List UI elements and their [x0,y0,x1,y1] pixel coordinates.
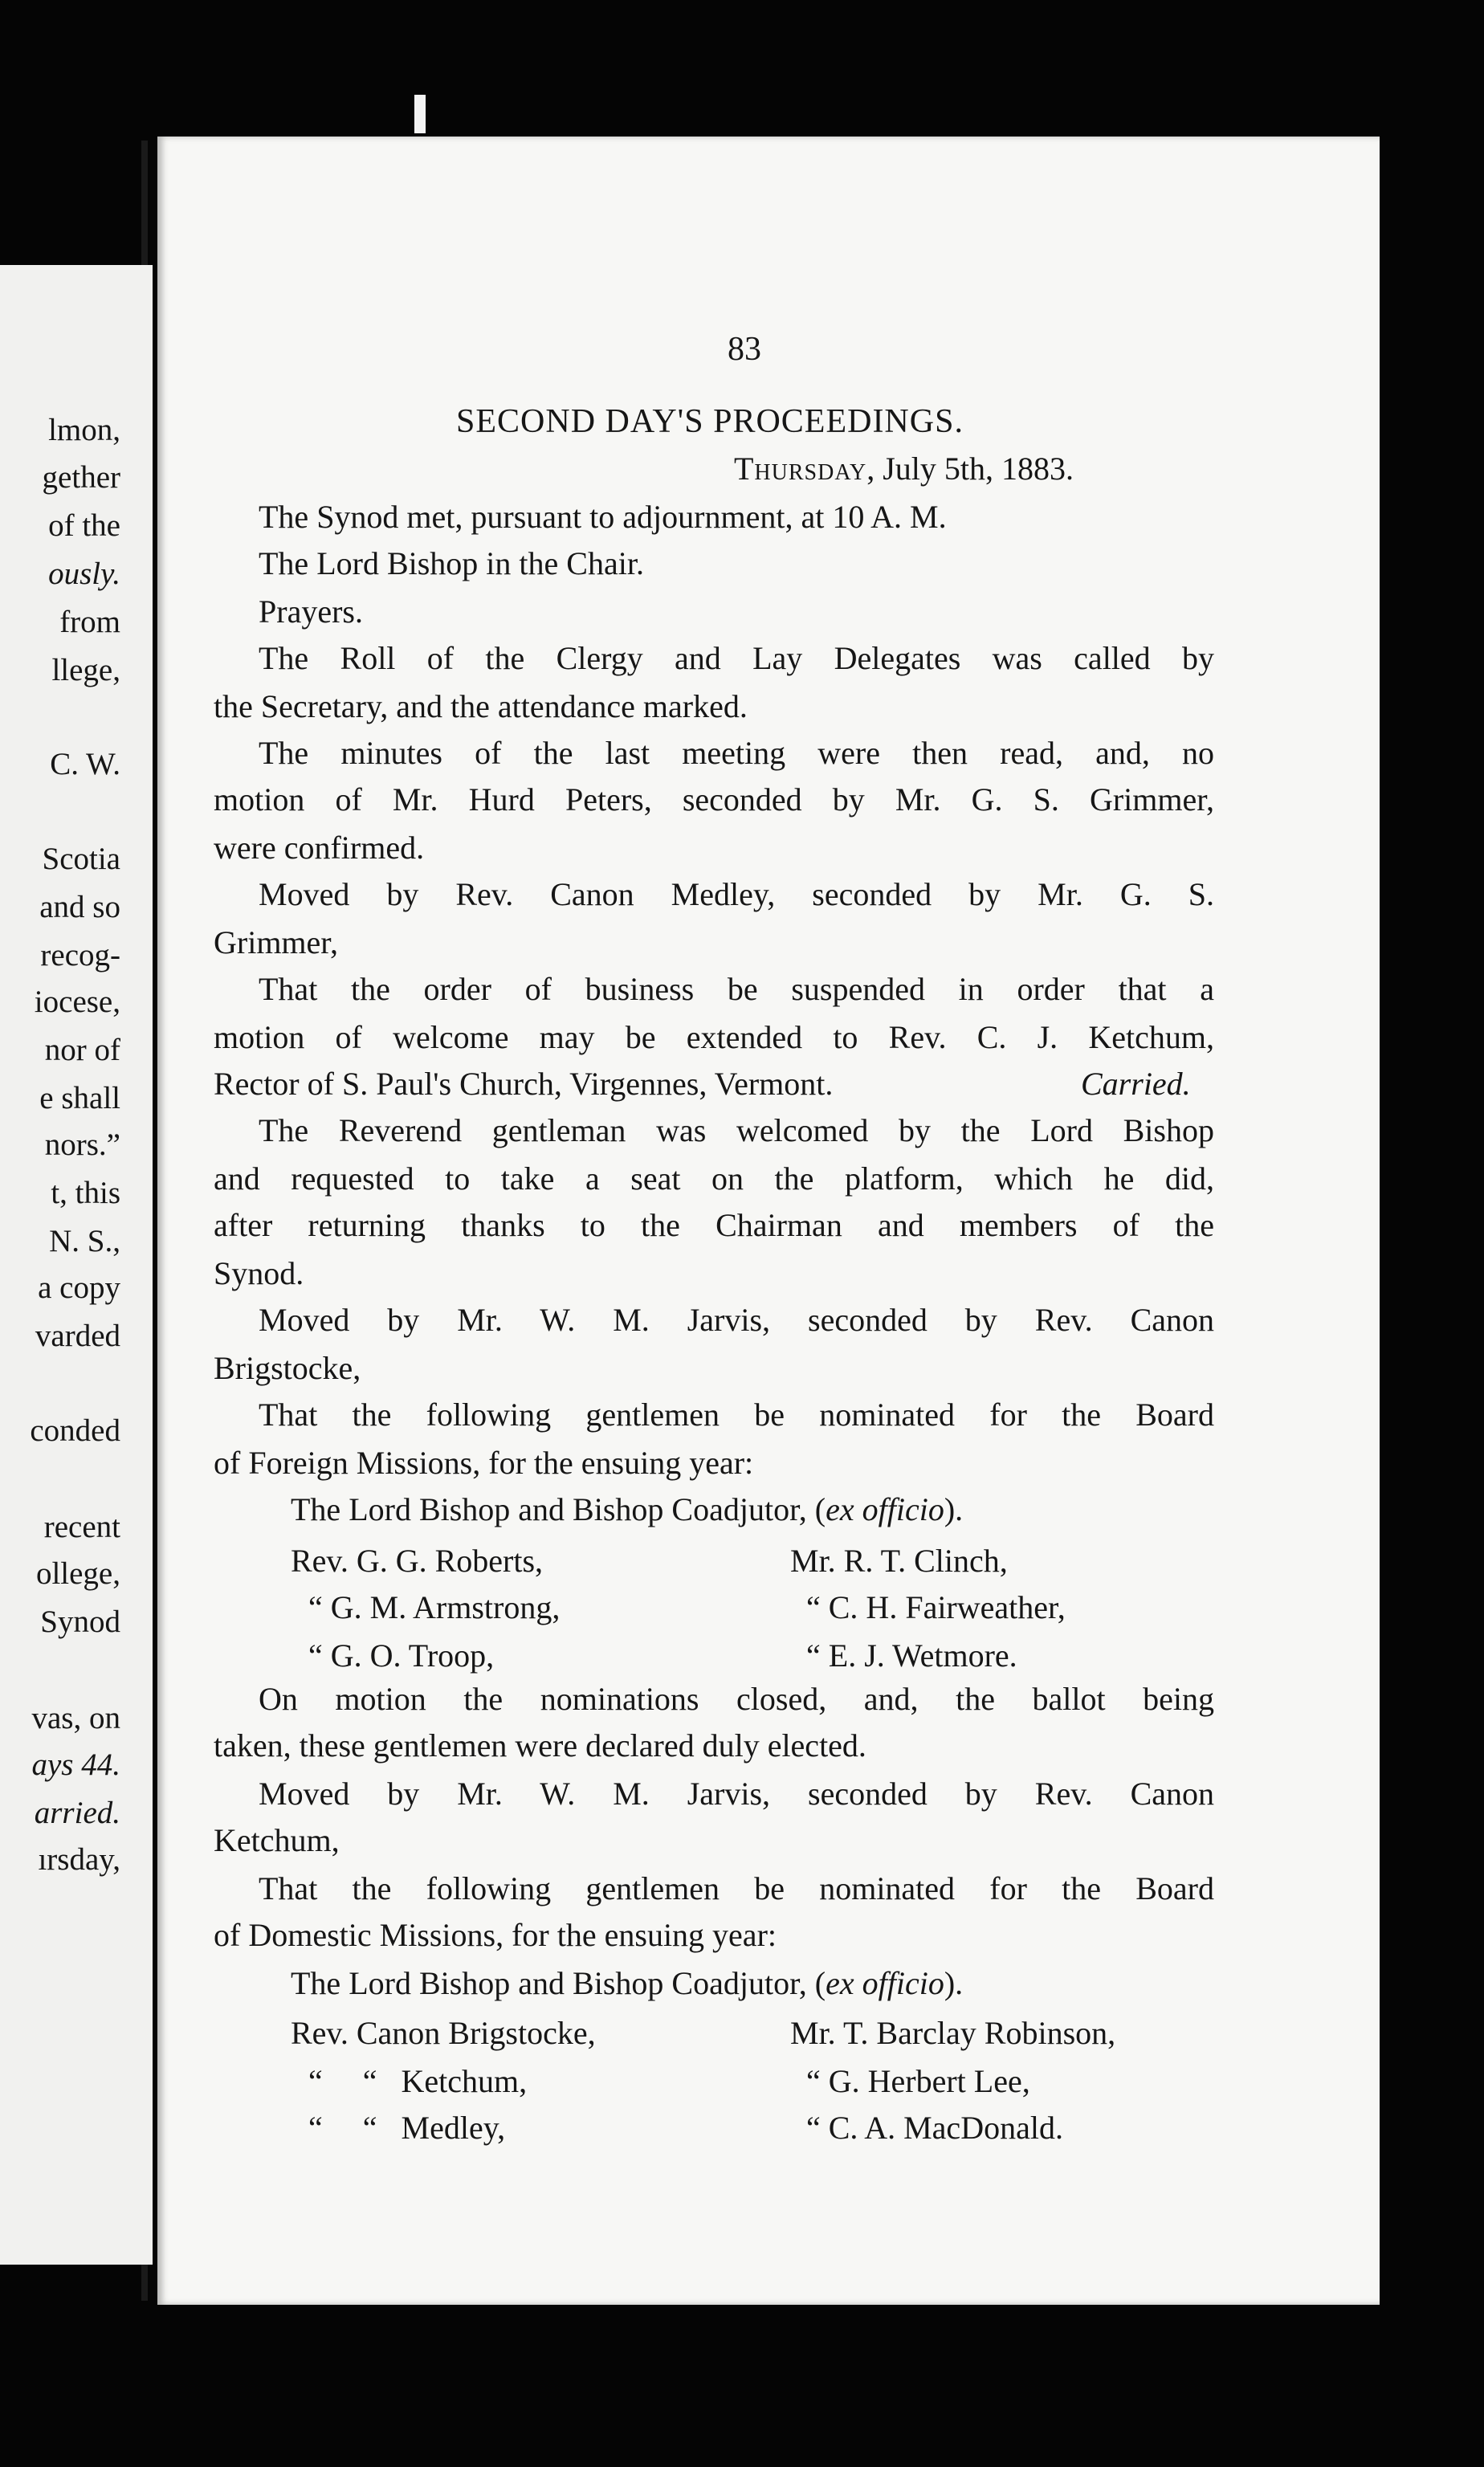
left-fragment: a copy [38,1270,120,1305]
left-fragment: t, this [51,1176,120,1210]
body-line: Moved by Rev. Canon Medley, seconded by Mr. G. S. [259,876,1214,912]
foreign-board-member: “ G. O. Troop, [308,1637,495,1674]
body-line: motion of welcome may be extended to Rev. C. J. Ketchum, [214,1019,1214,1055]
left-fragment: N. S., [49,1224,120,1258]
body-line: motion of Mr. Hurd Peters, seconded by Mr. G. S. Grimmer, [214,781,1214,818]
dateline [734,453,1074,485]
body-line: and requested to take a seat on the platform, which he did, [214,1160,1214,1197]
left-fragment: and so [39,890,120,924]
body-line: were confirmed. [214,830,425,866]
body-line: Moved by Mr. W. M. Jarvis, seconded by Rev. Canon [259,1776,1214,1812]
left-fragment: ırsday, [38,1842,120,1877]
body-line: Prayers. [259,593,363,630]
left-fragment: recent [43,1510,120,1544]
left-fragment: ays 44. [31,1747,120,1782]
spine-marker [414,95,426,133]
dateline-date: , July 5th, 1883. [866,451,1074,487]
domestic-board-member: “ C. A. MacDonald. [806,2110,1063,2146]
page-text-block [214,137,1370,2305]
carried-note: Carried. [1081,1066,1191,1102]
domestic-board-member: Rev. Canon Brigstocke, [291,2015,596,2051]
lead-end: ). [944,1965,964,2001]
body-line: The Lord Bishop in the Chair. [259,545,644,581]
book-page [157,137,1380,2305]
left-fragment: C. W. [50,747,120,781]
domestic-board-member: “ G. Herbert Lee, [806,2063,1030,2099]
left-fragment: iocese, [34,985,120,1019]
body-line: That the order of business be suspended in order that a [259,971,1214,1007]
left-fragment: Scotia [42,842,120,876]
foreign-board-member: Rev. G. G. Roberts, [291,1543,544,1579]
ex-officio: ex officio [826,1491,944,1527]
left-fragment: e shall [39,1081,120,1115]
body-line: taken, these gentlemen were declared duly elected. [214,1727,866,1764]
foreign-board-member: “ C. H. Fairweather, [806,1589,1066,1625]
left-fragment: from [59,605,120,639]
left-fragment: of the [48,508,120,543]
foreign-board-lead [291,1491,964,1527]
dateline-day: Thursday [734,451,867,487]
left-fragment: lmon, [48,413,120,447]
body-line: Moved by Mr. W. M. Jarvis, seconded by Rev. Canon [259,1302,1214,1338]
foreign-board-member: Mr. R. T. Clinch, [790,1543,1008,1579]
body-line: of Domestic Missions, for the ensuing year: [214,1917,777,1953]
foreign-board-member: “ G. M. Armstrong, [308,1589,561,1625]
body-line: the Secretary, and the attendance marked. [214,688,748,724]
domestic-board-member: “ “ Ketchum, [308,2063,528,2099]
domestic-board-lead [291,1967,963,2000]
lead-text: The Lord Bishop and Bishop Coadjutor, ( [291,1965,826,2001]
page-number: 83 [728,331,761,368]
left-fragment: arried. [34,1796,120,1830]
body-line: The Roll of the Clergy and Lay Delegates was called by [259,640,1214,676]
body-line: The Reverend gentleman was welcomed by the Lord Bishop [259,1112,1214,1148]
body-line: after returning thanks to the Chairman and members of the [214,1207,1214,1243]
lead-text: The Lord Bishop and Bishop Coadjutor, ( [291,1491,826,1527]
left-fragment: conded [30,1413,120,1448]
body-line: of Foreign Missions, for the ensuing year: [214,1445,754,1481]
body-line: That the following gentlemen be nominated for the Board [259,1870,1214,1906]
foreign-board-member: “ E. J. Wetmore. [806,1637,1017,1674]
left-fragment: varded [35,1319,120,1353]
left-fragment: nors.” [44,1127,120,1162]
body-line: Synod. [214,1255,304,1291]
left-fragment: gether [42,460,120,495]
left-page-fragment [0,265,153,2265]
domestic-board-member: Mr. T. Barclay Robinson, [790,2015,1116,2051]
body-line: The Synod met, pursuant to adjournment, at 10 A. M. [259,499,947,535]
lead-end: ). [944,1491,964,1527]
left-fragment: llege, [51,653,120,687]
left-fragment: recog- [40,938,120,973]
left-fragment: nor of [44,1033,120,1067]
body-line: Ketchum, [214,1822,340,1858]
body-line: Brigstocke, [214,1350,361,1386]
body-line: Grimmer, [214,924,339,960]
left-fragment: Synod [40,1605,120,1639]
left-fragment: ollege, [35,1556,120,1591]
left-fragment: vas, on [31,1701,120,1735]
page-heading: SECOND DAY'S PROCEEDINGS. [456,403,964,440]
body-line: That the following gentlemen be nominated for the Board [259,1397,1214,1433]
domestic-board-member: “ “ Medley, [308,2110,506,2146]
body-line: Rector of S. Paul's Church, Virgennes, Vermont. [214,1066,834,1102]
body-line: The minutes of the last meeting were then read, and, no [259,735,1214,771]
ex-officio: ex officio [826,1965,944,2001]
left-fragment: ously. [48,557,120,591]
body-line: On motion the nominations closed, and, the ballot being [259,1681,1214,1717]
